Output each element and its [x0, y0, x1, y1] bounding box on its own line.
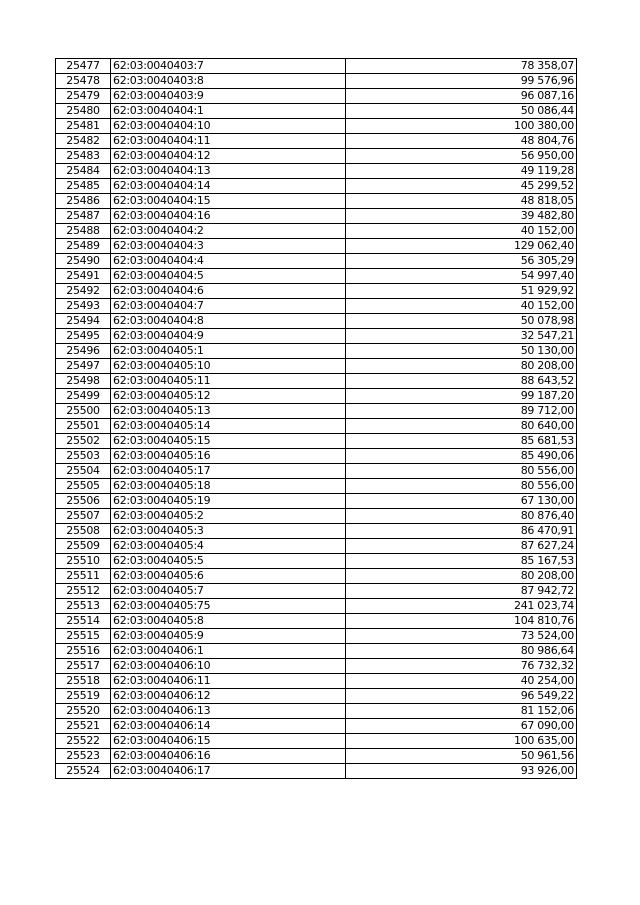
- cadastral-number-cell: 62:03:0040405:12: [111, 389, 346, 404]
- cadastral-number-cell: 62:03:0040405:2: [111, 509, 346, 524]
- table-row: [56, 404, 577, 419]
- cadastral-number-cell: 62:03:0040404:3: [111, 239, 346, 254]
- row-number-cell: 25496: [56, 344, 111, 359]
- cadastral-value-cell: 50 130,00: [346, 344, 577, 359]
- table-row: [56, 614, 577, 629]
- row-number-cell: 25486: [56, 194, 111, 209]
- cadastral-number-cell: 62:03:0040405:9: [111, 629, 346, 644]
- row-number-cell: 25513: [56, 599, 111, 614]
- cadastral-value-cell: 45 299,52: [346, 179, 577, 194]
- cadastral-number-cell: 62:03:0040405:10: [111, 359, 346, 374]
- cadastral-value-cell: 54 997,40: [346, 269, 577, 284]
- cadastral-value-cell: 49 119,28: [346, 164, 577, 179]
- cadastral-value-cell: 85 681,53: [346, 434, 577, 449]
- cadastral-number-cell: 62:03:0040406:16: [111, 749, 346, 764]
- cadastral-value-cell: 80 208,00: [346, 569, 577, 584]
- row-number-cell: 25505: [56, 479, 111, 494]
- cadastral-number-cell: 62:03:0040404:7: [111, 299, 346, 314]
- table-row: [56, 104, 577, 119]
- table-body: [56, 59, 577, 779]
- cadastral-value-cell: 48 804,76: [346, 134, 577, 149]
- row-number-cell: 25508: [56, 524, 111, 539]
- cadastral-number-cell: 62:03:0040404:14: [111, 179, 346, 194]
- cadastral-value-cell: 56 305,29: [346, 254, 577, 269]
- cadastral-value-cell: 99 187,20: [346, 389, 577, 404]
- table-row: [56, 59, 577, 74]
- cadastral-value-cell: 96 549,22: [346, 689, 577, 704]
- table-row: [56, 164, 577, 179]
- cadastral-value-cell: 241 023,74: [346, 599, 577, 614]
- cadastral-value-cell: 40 152,00: [346, 299, 577, 314]
- table-row: [56, 749, 577, 764]
- row-number-cell: 25522: [56, 734, 111, 749]
- row-number-cell: 25504: [56, 464, 111, 479]
- table-row: [56, 674, 577, 689]
- cadastral-number-cell: 62:03:0040405:7: [111, 584, 346, 599]
- table-row: [56, 464, 577, 479]
- row-number-cell: 25515: [56, 629, 111, 644]
- cadastral-number-cell: 62:03:0040406:13: [111, 704, 346, 719]
- row-number-cell: 25489: [56, 239, 111, 254]
- row-number-cell: 25502: [56, 434, 111, 449]
- cadastral-value-cell: 129 062,40: [346, 239, 577, 254]
- row-number-cell: 25497: [56, 359, 111, 374]
- table-row: [56, 389, 577, 404]
- cadastral-number-cell: 62:03:0040404:8: [111, 314, 346, 329]
- cadastral-number-cell: 62:03:0040406:12: [111, 689, 346, 704]
- cadastral-value-cell: 78 358,07: [346, 59, 577, 74]
- cadastral-number-cell: 62:03:0040405:17: [111, 464, 346, 479]
- cadastral-number-cell: 62:03:0040404:4: [111, 254, 346, 269]
- cadastral-number-cell: 62:03:0040404:1: [111, 104, 346, 119]
- cadastral-number-cell: 62:03:0040404:15: [111, 194, 346, 209]
- cadastral-value-cell: 39 482,80: [346, 209, 577, 224]
- table-row: [56, 449, 577, 464]
- table-row: [56, 344, 577, 359]
- cadastral-number-cell: 62:03:0040403:7: [111, 59, 346, 74]
- cadastral-value-cell: 67 090,00: [346, 719, 577, 734]
- row-number-cell: 25485: [56, 179, 111, 194]
- row-number-cell: 25493: [56, 299, 111, 314]
- table-row: [56, 524, 577, 539]
- cadastral-number-cell: 62:03:0040404:5: [111, 269, 346, 284]
- row-number-cell: 25507: [56, 509, 111, 524]
- table-row: [56, 419, 577, 434]
- table-row: [56, 224, 577, 239]
- cadastral-value-cell: 89 712,00: [346, 404, 577, 419]
- cadastral-value-cell: 100 635,00: [346, 734, 577, 749]
- cadastral-value-cell: 80 556,00: [346, 464, 577, 479]
- cadastral-value-cell: 50 078,98: [346, 314, 577, 329]
- table-row: [56, 734, 577, 749]
- cadastral-number-cell: 62:03:0040405:6: [111, 569, 346, 584]
- table-row: [56, 494, 577, 509]
- cadastral-value-cell: 93 926,00: [346, 764, 577, 779]
- cadastral-value-cell: 86 470,91: [346, 524, 577, 539]
- row-number-cell: 25479: [56, 89, 111, 104]
- cadastral-value-cell: 80 208,00: [346, 359, 577, 374]
- cadastral-value-cell: 99 576,96: [346, 74, 577, 89]
- table-row: [56, 284, 577, 299]
- row-number-cell: 25483: [56, 149, 111, 164]
- table-row: [56, 374, 577, 389]
- row-number-cell: 25511: [56, 569, 111, 584]
- cadastral-number-cell: 62:03:0040405:16: [111, 449, 346, 464]
- row-number-cell: 25495: [56, 329, 111, 344]
- cadastral-number-cell: 62:03:0040404:9: [111, 329, 346, 344]
- cadastral-value-cell: 87 627,24: [346, 539, 577, 554]
- row-number-cell: 25516: [56, 644, 111, 659]
- cadastral-number-cell: 62:03:0040405:15: [111, 434, 346, 449]
- table-row: [56, 239, 577, 254]
- cadastral-value-cell: 96 087,16: [346, 89, 577, 104]
- cadastral-value-cell: 104 810,76: [346, 614, 577, 629]
- cadastral-number-cell: 62:03:0040404:10: [111, 119, 346, 134]
- row-number-cell: 25500: [56, 404, 111, 419]
- cadastral-number-cell: 62:03:0040405:11: [111, 374, 346, 389]
- cadastral-number-cell: 62:03:0040406:15: [111, 734, 346, 749]
- table-row: [56, 299, 577, 314]
- row-number-cell: 25484: [56, 164, 111, 179]
- document-page: [55, 58, 577, 779]
- row-number-cell: 25478: [56, 74, 111, 89]
- row-number-cell: 25517: [56, 659, 111, 674]
- cadastral-value-cell: 50 961,56: [346, 749, 577, 764]
- row-number-cell: 25480: [56, 104, 111, 119]
- row-number-cell: 25477: [56, 59, 111, 74]
- cadastral-value-cell: 81 152,06: [346, 704, 577, 719]
- table-row: [56, 329, 577, 344]
- table-row: [56, 74, 577, 89]
- table-row: [56, 659, 577, 674]
- cadastral-number-cell: 62:03:0040405:19: [111, 494, 346, 509]
- row-number-cell: 25503: [56, 449, 111, 464]
- cadastral-number-cell: 62:03:0040404:12: [111, 149, 346, 164]
- row-number-cell: 25499: [56, 389, 111, 404]
- cadastral-value-cell: 80 640,00: [346, 419, 577, 434]
- table-row: [56, 179, 577, 194]
- row-number-cell: 25488: [56, 224, 111, 239]
- cadastral-number-cell: 62:03:0040406:10: [111, 659, 346, 674]
- table-row: [56, 704, 577, 719]
- cadastral-number-cell: 62:03:0040406:17: [111, 764, 346, 779]
- table-row: [56, 119, 577, 134]
- cadastral-value-table: [55, 58, 577, 779]
- table-row: [56, 254, 577, 269]
- cadastral-value-cell: 76 732,32: [346, 659, 577, 674]
- table-row: [56, 209, 577, 224]
- table-row: [56, 359, 577, 374]
- table-row: [56, 719, 577, 734]
- cadastral-value-cell: 40 254,00: [346, 674, 577, 689]
- cadastral-number-cell: 62:03:0040404:16: [111, 209, 346, 224]
- cadastral-number-cell: 62:03:0040406:14: [111, 719, 346, 734]
- table-row: [56, 434, 577, 449]
- row-number-cell: 25501: [56, 419, 111, 434]
- row-number-cell: 25519: [56, 689, 111, 704]
- cadastral-value-cell: 88 643,52: [346, 374, 577, 389]
- table-row: [56, 629, 577, 644]
- row-number-cell: 25509: [56, 539, 111, 554]
- table-row: [56, 689, 577, 704]
- table-row: [56, 479, 577, 494]
- cadastral-number-cell: 62:03:0040403:8: [111, 74, 346, 89]
- cadastral-number-cell: 62:03:0040403:9: [111, 89, 346, 104]
- cadastral-value-cell: 80 876,40: [346, 509, 577, 524]
- cadastral-number-cell: 62:03:0040405:3: [111, 524, 346, 539]
- table-row: [56, 134, 577, 149]
- table-row: [56, 569, 577, 584]
- cadastral-number-cell: 62:03:0040405:18: [111, 479, 346, 494]
- cadastral-value-cell: 67 130,00: [346, 494, 577, 509]
- row-number-cell: 25520: [56, 704, 111, 719]
- table-row: [56, 584, 577, 599]
- cadastral-value-cell: 85 490,06: [346, 449, 577, 464]
- cadastral-number-cell: 62:03:0040406:11: [111, 674, 346, 689]
- table-row: [56, 89, 577, 104]
- cadastral-value-cell: 48 818,05: [346, 194, 577, 209]
- cadastral-number-cell: 62:03:0040404:13: [111, 164, 346, 179]
- row-number-cell: 25494: [56, 314, 111, 329]
- cadastral-value-cell: 51 929,92: [346, 284, 577, 299]
- cadastral-number-cell: 62:03:0040405:14: [111, 419, 346, 434]
- row-number-cell: 25521: [56, 719, 111, 734]
- cadastral-number-cell: 62:03:0040405:8: [111, 614, 346, 629]
- row-number-cell: 25514: [56, 614, 111, 629]
- cadastral-number-cell: 62:03:0040405:1: [111, 344, 346, 359]
- table-row: [56, 764, 577, 779]
- cadastral-value-cell: 32 547,21: [346, 329, 577, 344]
- table-row: [56, 149, 577, 164]
- table-row: [56, 554, 577, 569]
- cadastral-number-cell: 62:03:0040405:5: [111, 554, 346, 569]
- table-row: [56, 269, 577, 284]
- cadastral-value-cell: 80 986,64: [346, 644, 577, 659]
- cadastral-number-cell: 62:03:0040404:11: [111, 134, 346, 149]
- cadastral-number-cell: 62:03:0040405:4: [111, 539, 346, 554]
- cadastral-number-cell: 62:03:0040405:13: [111, 404, 346, 419]
- row-number-cell: 25524: [56, 764, 111, 779]
- row-number-cell: 25481: [56, 119, 111, 134]
- table-row: [56, 599, 577, 614]
- cadastral-number-cell: 62:03:0040404:6: [111, 284, 346, 299]
- cadastral-value-cell: 56 950,00: [346, 149, 577, 164]
- table-row: [56, 644, 577, 659]
- table-row: [56, 314, 577, 329]
- cadastral-number-cell: 62:03:0040405:75: [111, 599, 346, 614]
- cadastral-value-cell: 87 942,72: [346, 584, 577, 599]
- row-number-cell: 25512: [56, 584, 111, 599]
- row-number-cell: 25490: [56, 254, 111, 269]
- cadastral-number-cell: 62:03:0040406:1: [111, 644, 346, 659]
- table-row: [56, 539, 577, 554]
- cadastral-value-cell: 40 152,00: [346, 224, 577, 239]
- table-row: [56, 194, 577, 209]
- table-row: [56, 509, 577, 524]
- row-number-cell: 25510: [56, 554, 111, 569]
- cadastral-value-cell: 80 556,00: [346, 479, 577, 494]
- cadastral-value-cell: 50 086,44: [346, 104, 577, 119]
- cadastral-value-cell: 100 380,00: [346, 119, 577, 134]
- row-number-cell: 25482: [56, 134, 111, 149]
- row-number-cell: 25491: [56, 269, 111, 284]
- cadastral-value-cell: 85 167,53: [346, 554, 577, 569]
- row-number-cell: 25492: [56, 284, 111, 299]
- row-number-cell: 25523: [56, 749, 111, 764]
- cadastral-number-cell: 62:03:0040404:2: [111, 224, 346, 239]
- row-number-cell: 25498: [56, 374, 111, 389]
- row-number-cell: 25518: [56, 674, 111, 689]
- row-number-cell: 25487: [56, 209, 111, 224]
- row-number-cell: 25506: [56, 494, 111, 509]
- cadastral-value-cell: 73 524,00: [346, 629, 577, 644]
